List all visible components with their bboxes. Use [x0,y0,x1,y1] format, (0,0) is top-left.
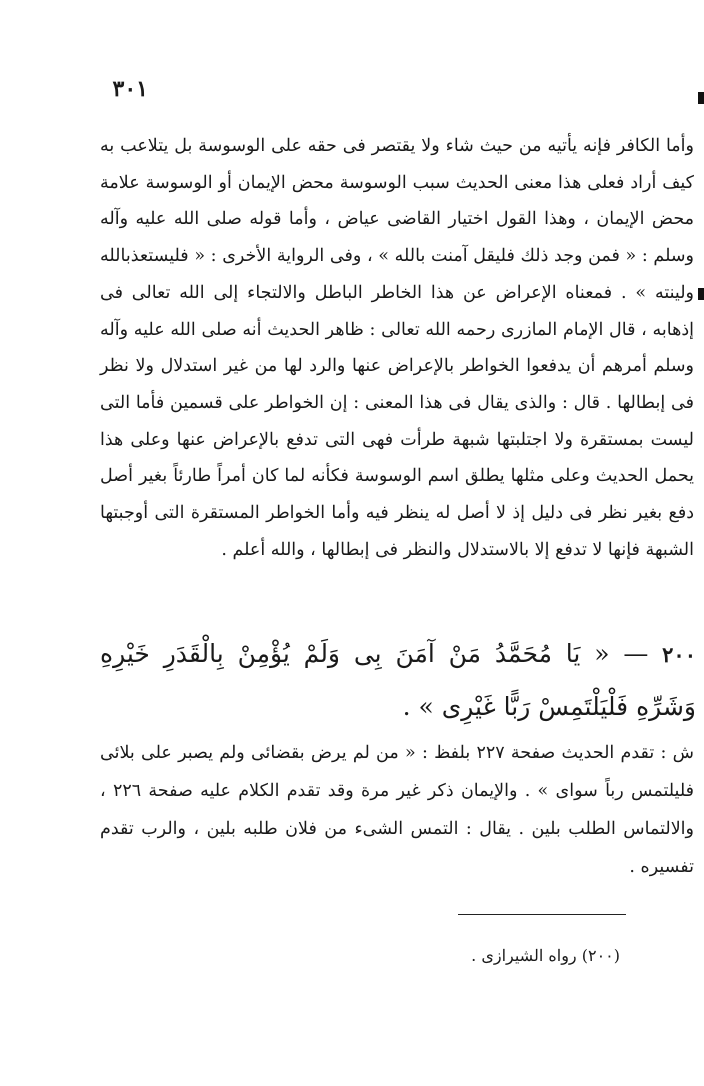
body-paragraph-text: وأما الكافر فإنه يأتيه من حيث شاء ولا يقتصر فى حقه على الوسوسة بل يتلاعب به كيف أراد فعلى هذا معنى الحديث سبب الوسوسة محض الإيمان أو الوسوسة علامة محض الإيمان ، وهذا القول اختيار القاضى عياض ، وأما قوله صلى الله عليه وآله وسلم : « فمن وجد ذلك فليقل آمنت بالله » ، وفى الرواية الأخرى : « فليستعذبالله ولينته » . فمعناه الإعراض عن هذا الخاطر الباطل والالتجاء إلى الله تعالى فى إذهابه ، قال الإمام المازرى رحمه الله تعالى : ظاهر الحديث أنه صلى الله عليه وآله وسلم أمرهم أن يدفعوا الخواطر بالإعراض عنها والرد لها من غير استدلال ولا نظر فى إبطالها . قال : والذى يقال فى هذا المعنى : إن الخواطر على قسمين فأما التى ليست بمستقرة ولا اجتلبتها شبهة طرأت فهى التى تدفع بالإعراض عنها وعلى هذا يحمل الحديث وعلى مثلها يطلق اسم الوسوسة فكأنه لما كان أمراً طارئاً بغير أصل دفع بغير نظر فى دليل إذ لا أصل له ينظر فيه وأما الخواطر المستقرة التى أوجبتها الشبهة فإنها لا تدفع إلا بالاستدلال والنظر فى إبطالها ، والله أعلم . [100,136,695,560]
footnote: (٢٠٠) رواه الشيرازى . [471,946,620,965]
page-edge-mark [698,92,704,104]
page-number: ٣٠١ [112,76,148,102]
page-edge-mark [698,288,704,300]
hadith-number: ٢٠٠ [662,642,696,667]
hadith-text: « يَا مُحَمَّدُ مَنْ آمَنَ بِى وَلَمْ يُؤْمِنْ بِالْقَدَرِ خَيْرِهِ وَشَرِّهِ فَلْيَلْتَمِسْ رَبًّا غَيْرِى » . [100,639,696,721]
hadith-block [100,628,696,733]
hadith-separator: — [623,639,649,668]
footnote-divider [458,914,626,915]
commentary-paragraph: ش : تقدم الحديث صفحة ٢٢٧ بلفظ : « من لم يرض بقضائى ولم يصبر على بلائى فليلتمس رباً سواى » . والإيمان ذكر غير مرة وقد تقدم الكلام عليه صفحة ٢٢٦ ، والالتماس الطلب بلين . يقال : التمس الشىء من فلان طلبه بلين ، والرب تقدم تفسيره . [100,743,694,877]
body-paragraph [100,128,694,568]
